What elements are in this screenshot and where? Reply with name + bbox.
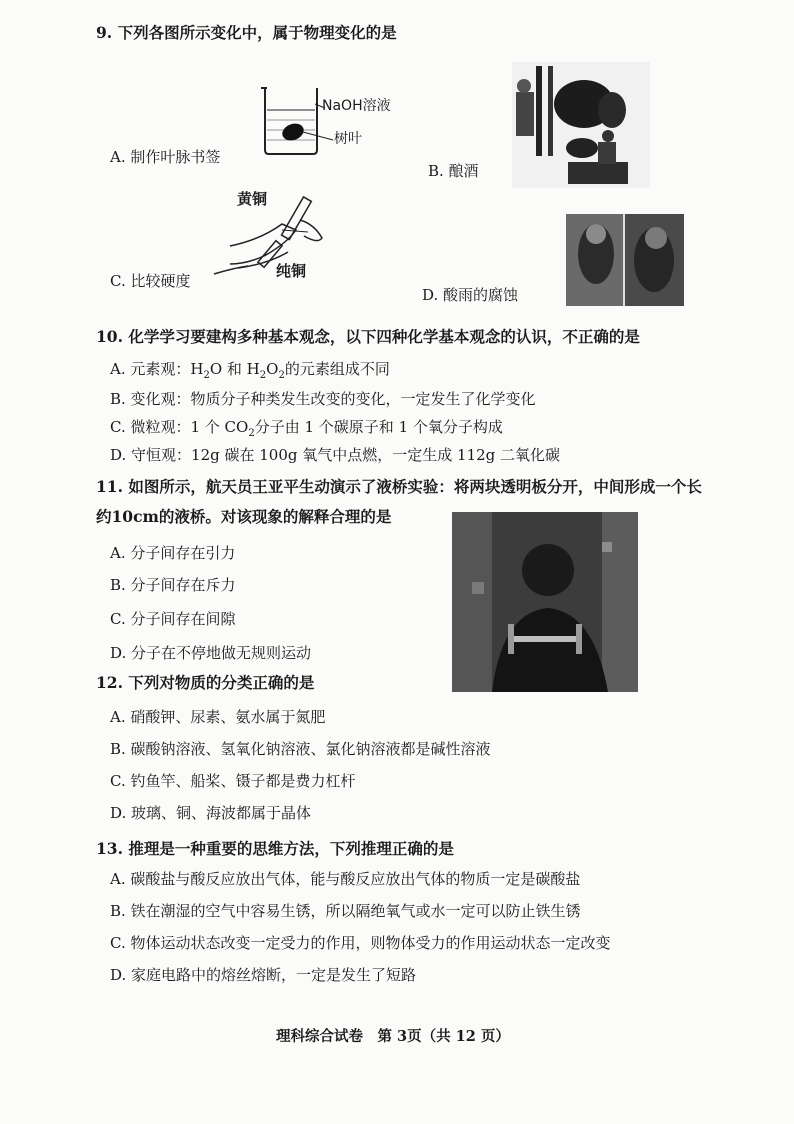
q9-stem: 9. 下列各图所示变化中，属于物理变化的是 [96, 23, 397, 42]
q10-option-d: D. 守恒观：12g 碳在 100g 氧气中点燃，一定生成 112g 二氧化碳 [110, 446, 561, 464]
beaker-illustration [255, 80, 425, 160]
q11-option-c: C. 分子间存在间隙 [110, 610, 236, 628]
q13-option-d: D. 家庭电路中的熔丝熔断，一定是发生了短路 [110, 966, 417, 984]
naoh-label: NaOH溶液 [322, 98, 391, 114]
q12-option-a: A. 硝酸钾、尿素、氨水属于氮肥 [110, 708, 326, 726]
q11-stem-line1: 11. 如图所示，航天员王亚平生动演示了液桥实验：将两块透明板分开，中间形成一个长 [96, 477, 702, 496]
hardness-illustration [210, 190, 340, 290]
q13-option-c: C. 物体运动状态改变一定受力的作用，则物体受力的作用运动状态一定改变 [110, 934, 611, 952]
q12-option-d: D. 玻璃、铜、海波都属于晶体 [110, 804, 312, 822]
q10-option-a: A. 元素观：$H_2O$ 和 $H_2O_2$的元素组成不同 [110, 360, 390, 381]
q11-option-b: B. 分子间存在斥力 [110, 576, 236, 594]
q9-option-a: A. 制作叶脉书签 [110, 148, 221, 166]
q9-option-c: C. 比较硬度 [110, 272, 191, 290]
q12-option-b: B. 碳酸钠溶液、氢氧化钠溶液、氯化钠溶液都是碱性溶液 [110, 740, 491, 758]
q11-option-a: A. 分子间存在引力 [110, 544, 236, 562]
q12-stem: 12. 下列对物质的分类正确的是 [96, 673, 315, 692]
q13-stem: 13. 推理是一种重要的思维方法，下列推理正确的是 [96, 839, 454, 858]
q10-option-c: C. 微粒观：1 个 $CO_2$分子由 1 个碳原子和 1 个氧分子构成 [110, 418, 503, 439]
liquid-bridge-image [452, 512, 638, 692]
q12-option-c: C. 钓鱼竿、船桨、镊子都是费力杠杆 [110, 772, 356, 790]
q10-stem: 10. 化学学习要建构多种基本观念，以下四种化学基本观念的认识，不正确的是 [96, 327, 640, 346]
leaf-label: 树叶 [334, 131, 362, 147]
winemaking-image [512, 62, 650, 188]
q13-option-a: A. 碳酸盐与酸反应放出气体，能与酸反应放出气体的物质一定是碳酸盐 [110, 870, 581, 888]
page-footer: 理科综合试卷 第 3页（共 12 页） [276, 1028, 510, 1045]
q11-option-d: D. 分子在不停地做无规则运动 [110, 644, 312, 662]
q9-option-d: D. 酸雨的腐蚀 [422, 286, 519, 304]
q9-option-b: B. 酿酒 [428, 162, 479, 180]
copper-label: 纯铜 [276, 262, 307, 280]
q13-option-b: B. 铁在潮湿的空气中容易生锈，所以隔绝氧气或水一定可以防止铁生锈 [110, 902, 581, 920]
brass-label: 黄铜 [237, 190, 268, 208]
q11-stem-line2: 约10cm的液桥。对该现象的解释合理的是 [96, 507, 392, 526]
acid-rain-image [566, 214, 684, 306]
q10-option-b: B. 变化观：物质分子种类发生改变的变化，一定发生了化学变化 [110, 390, 536, 408]
